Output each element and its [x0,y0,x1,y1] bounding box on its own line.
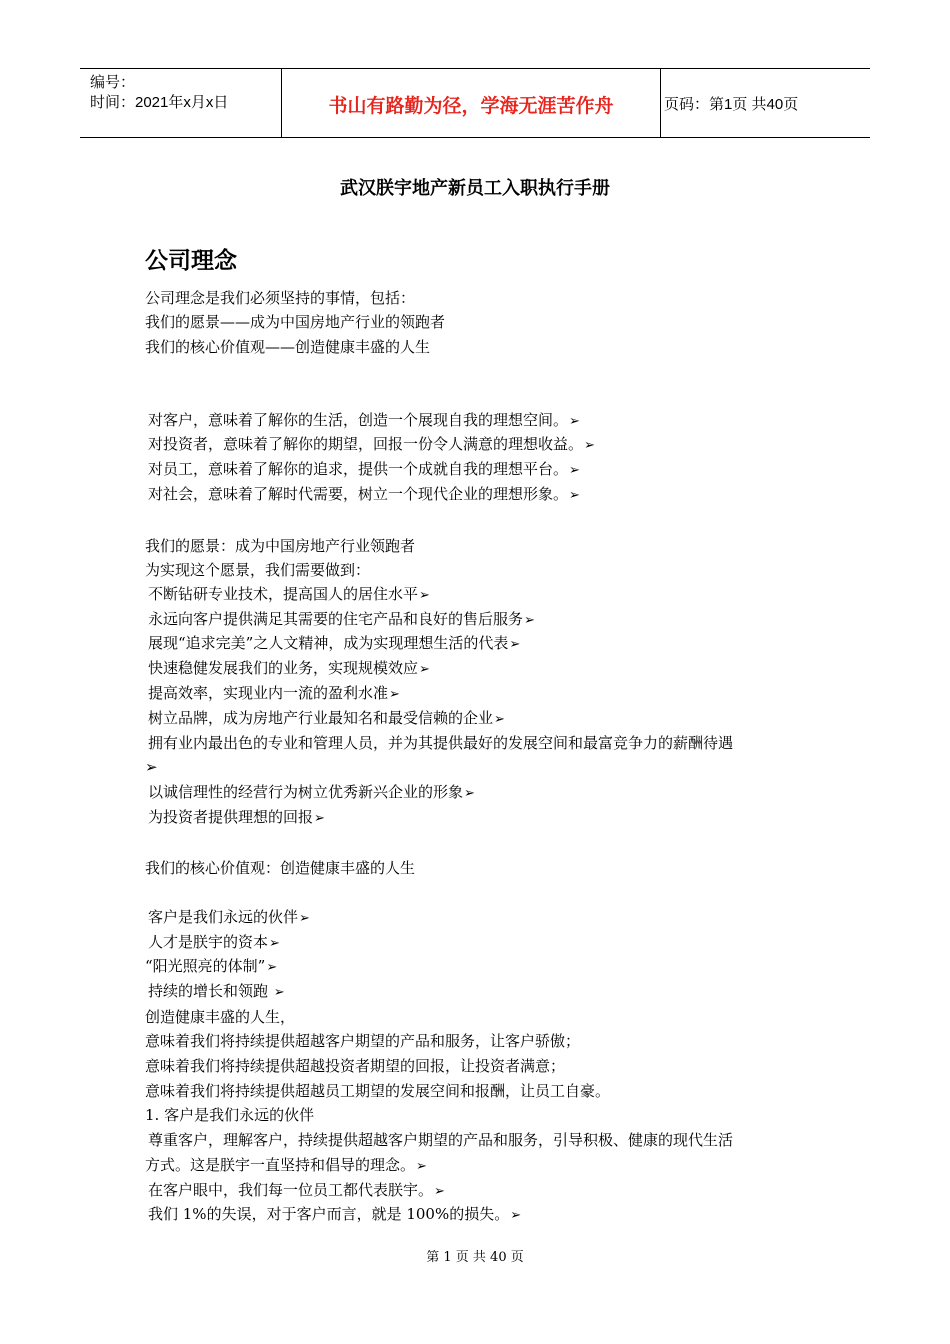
body-line-text: 拥有业内最出色的专业和管理人员，并为其提供最好的发展空间和最富竞争力的薪酬待遇 [148,734,734,752]
bullet-marker [145,757,158,777]
body-line-text: 展现“追求完美”之人文精神，成为实现理想生活的代表 [148,634,509,652]
body-line-text: 永远向客户提供满足其需要的住宅产品和良好的售后服务 [148,610,524,628]
body-line-text: 创造健康丰盛的人生， [145,1008,296,1026]
body-line-text: 人才是朕宇的资本 [148,933,269,951]
body-line [148,459,580,481]
bullet-arrow-icon: ➢ [314,811,325,826]
date-label: 时间：2021年x月x日 [90,94,229,111]
body-line [148,782,475,804]
body-line [145,1155,427,1177]
bullet-arrow-icon: ➢ [524,613,535,628]
body-line [145,1031,580,1051]
body-line [148,484,580,506]
body-line-text: 我们的愿景：成为中国房地产行业领跑者 [145,537,416,555]
body-line [148,907,310,929]
bullet-arrow-icon: ➢ [509,637,521,652]
body-line-text: “阳光照亮的体制” [145,957,266,975]
body-line [148,932,280,954]
body-line-text: 方式。这是朕宇一直坚持和倡导的理念。 [145,1156,416,1174]
body-line [145,560,370,580]
body-line [145,1081,610,1101]
bullet-arrow-icon: ➢ [389,687,400,702]
bullet-arrow-icon: ➢ [494,712,505,727]
body-line [148,609,535,631]
bullet-arrow-icon: ➢ [584,438,595,453]
document-number-label: 编号： [90,74,136,91]
body-line-text: 不断钻研专业技术，提高国人的居住水平 [148,585,419,603]
bullet-arrow-icon: ➢ [510,1208,522,1223]
body-line [145,1105,314,1125]
body-line [145,858,415,878]
motto-text: 书山有路勤为径，学海无涯苦作舟 [328,95,614,117]
body-line-text: 提高效率，实现业内一流的盈利水准 [148,684,389,702]
body-line [148,807,325,829]
body-line [145,956,277,978]
header-info-cell [80,69,282,137]
body-line-text: 1. 客户是我们永远的伙伴 [145,1106,315,1124]
body-line [148,1180,445,1202]
section-heading: 公司理念 [145,248,237,274]
page-number-label: 页码：第1页 共40页 [664,96,799,113]
bullet-arrow-icon: ➢ [269,936,280,951]
body-line-text: 对客户，意味着了解你的生活，创造一个展现自我的理想空间。 [148,411,569,429]
body-line-text: 尊重客户，理解客户，持续提供超越客户期望的产品和服务，引导积极、健康的现代生活 [148,1131,734,1149]
body-line-text: 客户是我们永远的伙伴 [148,908,299,926]
bullet-arrow-icon: ➢ [419,662,430,677]
body-line [145,288,415,308]
body-line-text: 为投资者提供理想的回报 [148,808,314,826]
body-line-text: 对投资者，意味着了解你的期望，回报一份令人满意的理想收益。 [148,435,584,453]
body-line-text: 在客户眼中，我们每一位员工都代表朕宇。 [148,1181,434,1199]
page-footer: 第 1 页 共 40 页 [426,1250,524,1265]
body-line-text: 意味着我们将持续提供超越客户期望的产品和服务，让客户骄傲； [145,1032,581,1050]
body-line [145,337,430,357]
bullet-arrow-icon: ➢ [266,960,278,975]
body-line [148,981,285,1003]
body-line-text: 树立品牌，成为房地产行业最知名和最受信赖的企业 [148,709,494,727]
body-line-text: 为实现这个愿景，我们需要做到： [145,561,371,579]
body-line [148,633,520,655]
body-line-text: 我们的核心价值观——创造健康丰盛的人生 [145,338,431,356]
body-line-text: 快速稳健发展我们的业务，实现规模效应 [148,659,419,677]
body-line [145,1056,565,1076]
body-line-text: 意味着我们将持续提供超越投资者期望的回报，让投资者满意； [145,1057,566,1075]
body-line [148,683,400,705]
body-line-text: 对社会，意味着了解时代需要，树立一个现代企业的理想形象。 [148,485,569,503]
body-line [148,434,595,456]
bullet-arrow-icon: ➢ [569,414,580,429]
header-page-cell [661,69,870,137]
bullet-arrow-icon: ➢ [464,786,475,801]
body-line [148,658,430,680]
bullet-arrow-icon: ➢ [299,911,310,926]
body-line-text: 意味着我们将持续提供超越员工期望的发展空间和报酬，让员工自豪。 [145,1082,611,1100]
body-line [148,733,733,753]
body-line [145,536,415,556]
body-line [145,312,445,332]
bullet-arrow-icon: ➢ [273,985,285,1000]
body-line-text: 我们的愿景——成为中国房地产行业的领跑者 [145,313,446,331]
body-line-text: 我们的核心价值观：创造健康丰盛的人生 [145,859,416,877]
body-line [148,584,430,606]
header-motto-cell [282,69,661,137]
body-line [148,1204,521,1226]
body-line [148,1130,733,1150]
bullet-arrow-icon: ➢ [416,1159,427,1174]
header-table [80,68,870,138]
body-line-text: ➢ [145,758,158,776]
body-line-text: 对员工，意味着了解你的追求，提供一个成就自我的理想平台。 [148,460,569,478]
bullet-arrow-icon: ➢ [569,463,580,478]
bullet-arrow-icon: ➢ [434,1184,445,1199]
bullet-arrow-icon: ➢ [569,488,580,503]
body-line-text: 以诚信理性的经营行为树立优秀新兴企业的形象 [148,783,464,801]
document-title: 武汉朕宇地产新员工入职执行手册 [340,178,610,199]
body-line [148,708,505,730]
bullet-arrow-icon: ➢ [419,588,430,603]
body-line-text: 持续的增长和领跑 [148,982,273,1000]
body-line-text: 我们 1%的失误，对于客户而言，就是 100%的损失。 [148,1205,510,1223]
body-line [148,410,580,432]
body-line-text: 公司理念是我们必须坚持的事情，包括： [145,289,416,307]
body-line [145,1007,295,1027]
